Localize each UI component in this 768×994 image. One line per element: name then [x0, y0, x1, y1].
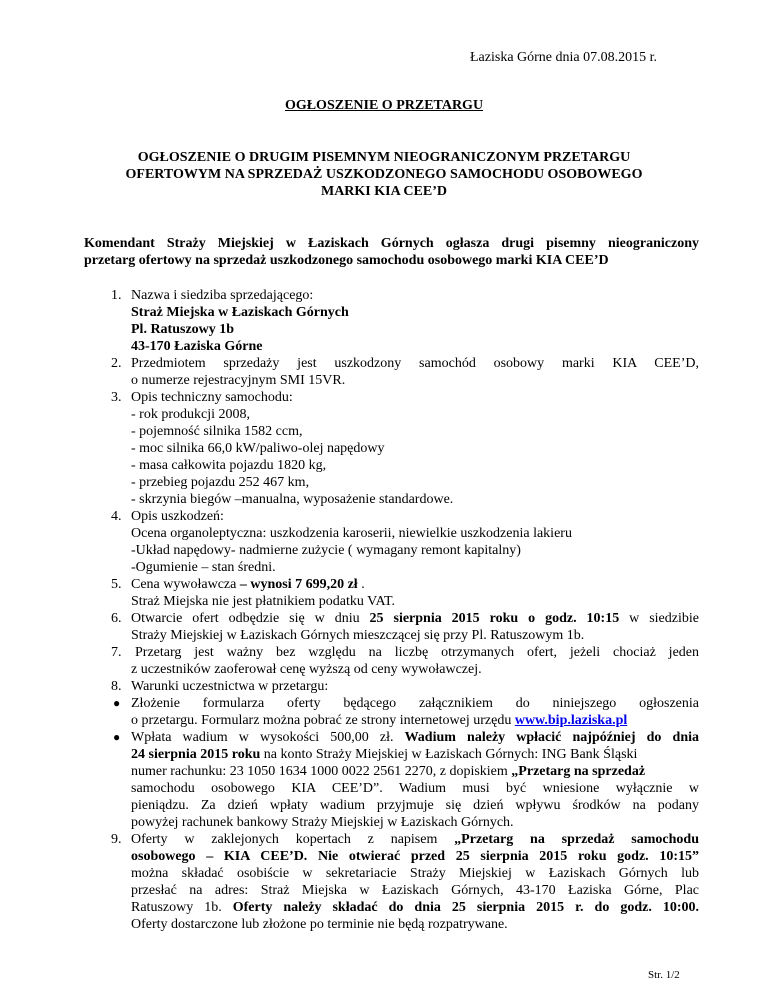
deposit-amount: Wpłata wadium w wysokości 500,00 zł.	[131, 730, 405, 745]
item-8-text: Warunki uczestnictwa w przetargu:	[131, 679, 329, 694]
address-end: Ratuszowy 1b.	[131, 900, 233, 915]
bullet-2-line-3	[131, 763, 645, 780]
spec-line: - skrzynia biegów –manualna, wyposażenie standardowe.	[131, 492, 454, 507]
item-2-line-2: o numerze rejestracyjnym SMI 15VR.	[131, 373, 346, 388]
seller-city: 43-170 Łaziska Górne	[131, 339, 263, 354]
spec-line: - masa całkowita pojazdu 1820 kg,	[131, 458, 327, 473]
bullet-1-line-1: Złożenie formularza oferty będącego załącznikiem do niniejszego ogłoszenia	[131, 696, 699, 711]
place-date: Łaziska Górne dnia 07.08.2015 r.	[470, 50, 658, 65]
item-number: 9.	[111, 832, 122, 847]
intro-line-1: Komendant Straży Miejskiej w Łaziskach Górnych ogłasza drugi pisemny nieograniczony	[84, 236, 699, 251]
deposit-bank: na konto Straży Miejskiej w Łaziskach Górnych: ING Bank Śląski	[260, 747, 638, 762]
item-number: 2.	[111, 356, 122, 371]
item-2-line-1: Przedmiotem sprzedaży jest uszkodzony samochód osobowy marki KIA CEE’D,	[131, 356, 699, 371]
item-number: 4.	[111, 509, 122, 524]
bullet-2-line-4: samochodu osobowego KIA CEE’D”. Wadium musi być wniesione wyłącznie w	[131, 781, 699, 796]
item-number: 1.	[111, 288, 122, 303]
page-number: Str. 1/2	[648, 969, 680, 981]
damage-line: -Ogumienie – stan średni.	[131, 560, 276, 575]
item-5-line-1	[131, 576, 365, 593]
offer-deadline: Oferty należy składać do dnia 25 sierpnia 2015 r. do godz. 10:00.	[232, 900, 699, 915]
price-value: – wynosi 7 699,20 zł	[236, 577, 358, 592]
item-number: 3.	[111, 390, 122, 405]
price-label: Cena wywoławcza	[131, 577, 237, 592]
item-number: 8.	[111, 679, 122, 694]
item-number: 5.	[111, 577, 122, 592]
page-title: OGŁOSZENIE O PRZETARGU	[284, 98, 484, 113]
bip-link[interactable]: www.bip.laziska.pl	[514, 713, 628, 728]
opening-post: w siedzibie	[619, 611, 699, 626]
bullet-1-text: o przetargu. Formularz można pobrać ze strony internetowej urzędu	[131, 713, 515, 728]
item-1-text: Nazwa i siedziba sprzedającego:	[131, 288, 314, 303]
item-7-line-1: Przetarg jest ważny bez względu na liczbę otrzymanych ofert, jeżeli chociaż jeden	[135, 645, 699, 660]
subtitle-line-2: OFERTOWYM NA SPRZEDAŻ USZKODZONEGO SAMOCHODU OSOBOWEGO	[125, 167, 643, 182]
item-9-line-5	[131, 899, 699, 916]
bullet-2-line-6: powyżej rachunek bankowy Straży Miejskiej w Łaziskach Górnych.	[131, 815, 514, 830]
deposit-note: „Przetarg na sprzedaż	[511, 764, 646, 779]
subtitle-line-1: OGŁOSZENIE O DRUGIM PISEMNYM NIEOGRANICZONYM PRZETARGU	[137, 150, 631, 165]
spec-line: - pojemność silnika 1582 ccm,	[131, 424, 303, 439]
intro-line-2: przetarg ofertowy na sprzedaż uszkodzonego samochodu osobowego marki KIA CEE’D	[84, 253, 609, 268]
opening-date: 25 sierpnia 2015 roku o godz. 10:15	[369, 611, 620, 626]
item-9-line-2: osobowego – KIA CEE’D. Nie otwierać przed 25 sierpnia 2015 roku godz. 10:15”	[131, 849, 699, 864]
item-number: 6.	[111, 611, 122, 626]
spec-line: - rok produkcji 2008,	[131, 407, 250, 422]
seller-name: Straż Miejska w Łaziskach Górnych	[131, 305, 349, 320]
damage-line: -Układ napędowy- nadmierne zużycie ( wymagany remont kapitalny)	[131, 543, 521, 558]
envelope-pre: Oferty w zaklejonych kopertach z napisem	[131, 832, 455, 847]
envelope-label: „Przetarg na sprzedaż samochodu	[454, 832, 699, 847]
bullet-2-line-5: pieniądzu. Za dzień wpłaty wadium przyjmuje się dzień wpływu środków na podany	[131, 798, 699, 813]
vat-note: Straż Miejska nie jest płatnikiem podatku VAT.	[131, 594, 396, 609]
item-number: 7.	[111, 645, 122, 660]
bullet-1-line-2	[131, 712, 627, 729]
item-9-line-6: Oferty dostarczone lub złożone po terminie nie będą rozpatrywane.	[131, 917, 508, 932]
opening-pre: Otwarcie ofert odbędzie się w dniu	[131, 611, 370, 626]
seller-street: Pl. Ratuszowy 1b	[131, 322, 235, 337]
item-6-line-1	[131, 610, 699, 627]
bullet-2-line-1	[131, 729, 699, 746]
bullet-2-line-2	[131, 746, 637, 763]
bullet-icon: ●	[113, 696, 121, 710]
spec-line: - moc silnika 66,0 kW/paliwo-olej napędowy	[131, 441, 385, 456]
deposit-date: 24 sierpnia 2015 roku	[131, 747, 261, 762]
item-9-line-1	[131, 831, 699, 848]
item-3-text: Opis techniczny samochodu:	[131, 390, 293, 405]
subtitle-line-3: MARKI KIA CEE’D	[320, 184, 447, 199]
item-4-text: Opis uszkodzeń:	[131, 509, 224, 524]
deposit-deadline: Wadium należy wpłacić najpóźniej do dnia	[404, 730, 699, 745]
item-6-line-2: Straży Miejskiej w Łaziskach Górnych mieszczącej się przy Pl. Ratuszowym 1b.	[131, 628, 585, 643]
price-dot: .	[357, 577, 365, 592]
bullet-icon: ●	[113, 730, 121, 744]
item-9-line-4: przesłać na adres: Straż Miejska w Łaziskach Górnych, 43-170 Łaziska Górne, Plac	[131, 883, 699, 898]
spec-line: - przebieg pojazdu 252 467 km,	[131, 475, 310, 490]
damage-line: Ocena organoleptyczna: uszkodzenia karoserii, niewielkie uszkodzenia lakieru	[131, 526, 572, 541]
item-7-line-2: z uczestników zaoferował cenę wyższą od ceny wywoławczej.	[131, 662, 482, 677]
account-number: numer rachunku: 23 1050 1634 1000 0022 2561 2270, z dopiskiem	[131, 764, 512, 779]
item-9-line-3: można składać osobiście w sekretariacie Straży Miejskiej w Łaziskach Górnych lub	[131, 866, 699, 881]
